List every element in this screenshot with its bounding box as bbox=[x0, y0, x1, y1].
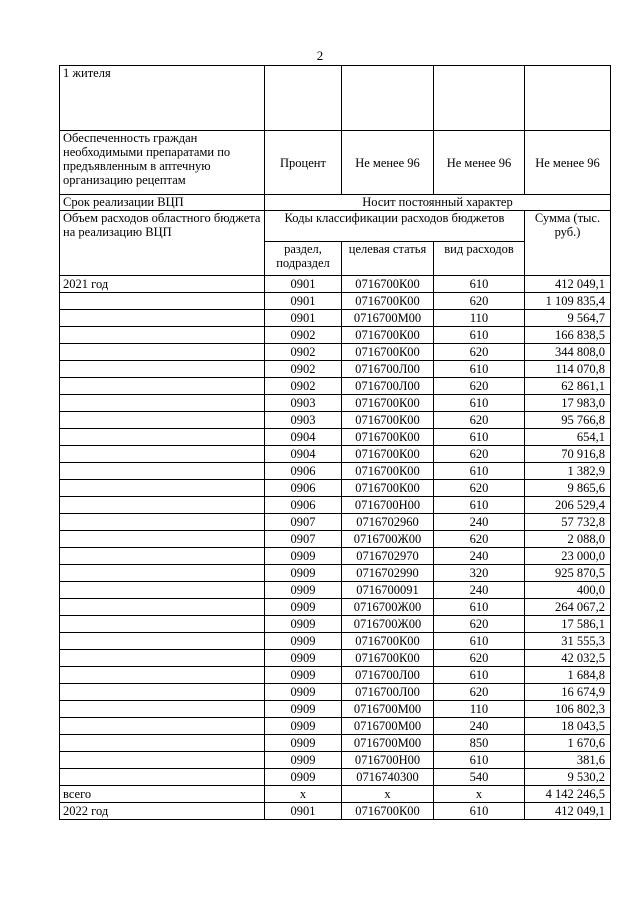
sum-cell: 344 808,0 bbox=[525, 344, 611, 361]
table-row bbox=[60, 718, 611, 735]
target-cell: 0716700М00 bbox=[342, 735, 434, 752]
expense-cell: х bbox=[434, 786, 525, 803]
empty-cell bbox=[525, 66, 611, 131]
target-cell: 0716700Л00 bbox=[342, 684, 434, 701]
target-cell: 0716700Ж00 bbox=[342, 531, 434, 548]
sum-cell: 1 109 835,4 bbox=[525, 293, 611, 310]
sum-cell: 114 070,8 bbox=[525, 361, 611, 378]
section-cell: 0903 bbox=[265, 412, 342, 429]
expense-cell: 620 bbox=[434, 650, 525, 667]
expense-cell: 610 bbox=[434, 752, 525, 769]
target-cell: х bbox=[342, 786, 434, 803]
section-cell: 0901 bbox=[265, 293, 342, 310]
section-cell: 0909 bbox=[265, 769, 342, 786]
year-cell bbox=[60, 548, 265, 565]
year-cell bbox=[60, 429, 265, 446]
expense-cell: 610 bbox=[434, 667, 525, 684]
sum-cell: 264 067,2 bbox=[525, 599, 611, 616]
indicator-unit: Процент bbox=[265, 131, 342, 195]
expense-cell: 610 bbox=[434, 463, 525, 480]
sum-cell: 412 049,1 bbox=[525, 803, 611, 820]
indicator-label: Обеспеченность граждан необходимыми препаратами по предъявленным в аптечную организацию рецептам bbox=[60, 131, 265, 195]
year-cell bbox=[60, 344, 265, 361]
section-cell: 0909 bbox=[265, 565, 342, 582]
target-cell: 0716700М00 bbox=[342, 310, 434, 327]
table-row bbox=[60, 684, 611, 701]
target-cell: 0716700К00 bbox=[342, 344, 434, 361]
population-label: 1 жителя bbox=[60, 66, 265, 131]
sum-cell: 654,1 bbox=[525, 429, 611, 446]
vcp-budget-table bbox=[59, 65, 611, 820]
table-row bbox=[60, 480, 611, 497]
section-cell: 0901 bbox=[265, 276, 342, 293]
expense-cell: 110 bbox=[434, 310, 525, 327]
expense-cell: 610 bbox=[434, 803, 525, 820]
table-row bbox=[60, 327, 611, 344]
sum-cell: 400,0 bbox=[525, 582, 611, 599]
sum-cell: 166 838,5 bbox=[525, 327, 611, 344]
target-cell: 0716700М00 bbox=[342, 718, 434, 735]
page-number: 2 bbox=[316, 48, 324, 63]
section-cell: 0909 bbox=[265, 735, 342, 752]
section-cell: 0909 bbox=[265, 752, 342, 769]
table-row bbox=[60, 344, 611, 361]
target-cell: 0716700Ж00 bbox=[342, 599, 434, 616]
sum-cell: 2 088,0 bbox=[525, 531, 611, 548]
section-cell: 0909 bbox=[265, 650, 342, 667]
expense-cell: 620 bbox=[434, 378, 525, 395]
target-cell: 0716702960 bbox=[342, 514, 434, 531]
sum-cell: 1 670,6 bbox=[525, 735, 611, 752]
term-row bbox=[60, 195, 611, 211]
expense-cell: 610 bbox=[434, 497, 525, 514]
section-cell: 0909 bbox=[265, 548, 342, 565]
sum-cell: 62 861,1 bbox=[525, 378, 611, 395]
section-cell: 0902 bbox=[265, 378, 342, 395]
expense-cell: 610 bbox=[434, 327, 525, 344]
section-cell: 0909 bbox=[265, 667, 342, 684]
expense-cell: 610 bbox=[434, 599, 525, 616]
section-cell: 0909 bbox=[265, 582, 342, 599]
sum-cell: 4 142 246,5 bbox=[525, 786, 611, 803]
target-cell: 0716700Л00 bbox=[342, 361, 434, 378]
year-cell bbox=[60, 327, 265, 344]
year-cell bbox=[60, 565, 265, 582]
target-cell: 0716700К00 bbox=[342, 412, 434, 429]
table-row bbox=[60, 735, 611, 752]
table-row bbox=[60, 548, 611, 565]
year-cell bbox=[60, 361, 265, 378]
year-cell bbox=[60, 650, 265, 667]
target-cell: 0716700К00 bbox=[342, 429, 434, 446]
codes-title: Коды классификации расходов бюджетов bbox=[265, 211, 525, 242]
sum-cell: 70 916,8 bbox=[525, 446, 611, 463]
table-row bbox=[60, 293, 611, 310]
section-cell: 0907 bbox=[265, 514, 342, 531]
expense-cell: 620 bbox=[434, 344, 525, 361]
sum-cell: 1 382,9 bbox=[525, 463, 611, 480]
col-expense: вид расходов bbox=[434, 242, 525, 276]
target-cell: 0716700М00 bbox=[342, 701, 434, 718]
section-cell: 0909 bbox=[265, 599, 342, 616]
budget-header-row-1 bbox=[60, 211, 611, 242]
year-cell bbox=[60, 446, 265, 463]
empty-cell bbox=[342, 66, 434, 131]
target-cell: 0716700Л00 bbox=[342, 378, 434, 395]
year-cell bbox=[60, 582, 265, 599]
table-row bbox=[60, 752, 611, 769]
target-cell: 0716700Ж00 bbox=[342, 616, 434, 633]
expense-cell: 610 bbox=[434, 395, 525, 412]
target-cell: 0716700Н00 bbox=[342, 752, 434, 769]
expense-cell: 620 bbox=[434, 480, 525, 497]
expense-cell: 610 bbox=[434, 276, 525, 293]
expense-cell: 240 bbox=[434, 582, 525, 599]
indicator-value-1: Не менее 96 bbox=[342, 131, 434, 195]
year-cell bbox=[60, 752, 265, 769]
target-cell: 0716700К00 bbox=[342, 480, 434, 497]
table-row bbox=[60, 446, 611, 463]
empty-cell bbox=[434, 66, 525, 131]
section-cell: 0902 bbox=[265, 361, 342, 378]
expense-cell: 620 bbox=[434, 412, 525, 429]
table-row bbox=[60, 803, 611, 820]
expense-cell: 540 bbox=[434, 769, 525, 786]
table-row bbox=[60, 650, 611, 667]
section-cell: х bbox=[265, 786, 342, 803]
section-cell: 0909 bbox=[265, 616, 342, 633]
table-row bbox=[60, 276, 611, 293]
target-cell: 0716700К00 bbox=[342, 327, 434, 344]
table-row bbox=[60, 395, 611, 412]
col-target: целевая статья bbox=[342, 242, 434, 276]
table-row bbox=[60, 378, 611, 395]
expense-cell: 110 bbox=[434, 701, 525, 718]
sum-cell: 106 802,3 bbox=[525, 701, 611, 718]
expense-cell: 620 bbox=[434, 616, 525, 633]
col-section: раздел, подраздел bbox=[265, 242, 342, 276]
year-cell bbox=[60, 480, 265, 497]
expense-cell: 620 bbox=[434, 446, 525, 463]
year-cell bbox=[60, 310, 265, 327]
year-cell bbox=[60, 412, 265, 429]
table-row bbox=[60, 667, 611, 684]
expense-cell: 240 bbox=[434, 548, 525, 565]
year-cell bbox=[60, 684, 265, 701]
year-cell bbox=[60, 616, 265, 633]
target-cell: 0716700К00 bbox=[342, 395, 434, 412]
expense-cell: 620 bbox=[434, 531, 525, 548]
section-cell: 0906 bbox=[265, 497, 342, 514]
sum-cell: 42 032,5 bbox=[525, 650, 611, 667]
expense-cell: 850 bbox=[434, 735, 525, 752]
target-cell: 0716702970 bbox=[342, 548, 434, 565]
term-label: Срок реализации ВЦП bbox=[60, 195, 265, 211]
indicator-value-3: Не менее 96 bbox=[525, 131, 611, 195]
indicator-value-2: Не менее 96 bbox=[434, 131, 525, 195]
year-cell: всего bbox=[60, 786, 265, 803]
section-cell: 0909 bbox=[265, 701, 342, 718]
population-row bbox=[60, 66, 611, 131]
section-cell: 0909 bbox=[265, 718, 342, 735]
year-cell: 2021 год bbox=[60, 276, 265, 293]
table-row bbox=[60, 429, 611, 446]
target-cell: 0716700К00 bbox=[342, 803, 434, 820]
expense-cell: 620 bbox=[434, 293, 525, 310]
expense-cell: 620 bbox=[434, 684, 525, 701]
target-cell: 0716700К00 bbox=[342, 276, 434, 293]
sum-cell: 18 043,5 bbox=[525, 718, 611, 735]
target-cell: 0716700К00 bbox=[342, 650, 434, 667]
section-cell: 0902 bbox=[265, 327, 342, 344]
sum-cell: 9 564,7 bbox=[525, 310, 611, 327]
table-row bbox=[60, 786, 611, 803]
expense-cell: 610 bbox=[434, 429, 525, 446]
year-cell bbox=[60, 735, 265, 752]
table-row bbox=[60, 463, 611, 480]
sum-cell: 9 530,2 bbox=[525, 769, 611, 786]
table-row bbox=[60, 497, 611, 514]
table-row bbox=[60, 582, 611, 599]
year-cell bbox=[60, 701, 265, 718]
empty-cell bbox=[265, 66, 342, 131]
sum-cell: 95 766,8 bbox=[525, 412, 611, 429]
table-row bbox=[60, 769, 611, 786]
section-cell: 0909 bbox=[265, 633, 342, 650]
table-row bbox=[60, 514, 611, 531]
section-cell: 0903 bbox=[265, 395, 342, 412]
term-value: Носит постоянный характер bbox=[265, 195, 611, 211]
table-row bbox=[60, 531, 611, 548]
year-cell bbox=[60, 514, 265, 531]
year-cell bbox=[60, 667, 265, 684]
target-cell: 0716700К00 bbox=[342, 463, 434, 480]
expense-cell: 240 bbox=[434, 718, 525, 735]
section-cell: 0906 bbox=[265, 480, 342, 497]
section-cell: 0902 bbox=[265, 344, 342, 361]
sum-cell: 925 870,5 bbox=[525, 565, 611, 582]
year-cell bbox=[60, 718, 265, 735]
sum-cell: 9 865,6 bbox=[525, 480, 611, 497]
year-cell bbox=[60, 497, 265, 514]
section-cell: 0907 bbox=[265, 531, 342, 548]
sum-cell: 412 049,1 bbox=[525, 276, 611, 293]
target-cell: 0716740300 bbox=[342, 769, 434, 786]
expense-cell: 320 bbox=[434, 565, 525, 582]
target-cell: 0716700К00 bbox=[342, 446, 434, 463]
sum-cell: 17 586,1 bbox=[525, 616, 611, 633]
expense-cell: 610 bbox=[434, 361, 525, 378]
sum-cell: 57 732,8 bbox=[525, 514, 611, 531]
budget-label: Объем расходов областного бюджета на реализацию ВЦП bbox=[60, 211, 265, 276]
year-cell bbox=[60, 395, 265, 412]
target-cell: 0716700091 bbox=[342, 582, 434, 599]
sum-cell: 206 529,4 bbox=[525, 497, 611, 514]
section-cell: 0906 bbox=[265, 463, 342, 480]
section-cell: 0904 bbox=[265, 429, 342, 446]
sum-cell: 31 555,3 bbox=[525, 633, 611, 650]
year-cell bbox=[60, 378, 265, 395]
year-cell: 2022 год bbox=[60, 803, 265, 820]
table-row bbox=[60, 310, 611, 327]
expense-cell: 240 bbox=[434, 514, 525, 531]
target-cell: 0716702990 bbox=[342, 565, 434, 582]
sum-cell: 17 983,0 bbox=[525, 395, 611, 412]
table-row bbox=[60, 633, 611, 650]
table-row bbox=[60, 565, 611, 582]
table-row bbox=[60, 412, 611, 429]
target-cell: 0716700Н00 bbox=[342, 497, 434, 514]
year-cell bbox=[60, 463, 265, 480]
sum-cell: 16 674,9 bbox=[525, 684, 611, 701]
section-cell: 0901 bbox=[265, 803, 342, 820]
target-cell: 0716700Л00 bbox=[342, 667, 434, 684]
table-row bbox=[60, 361, 611, 378]
table-row bbox=[60, 701, 611, 718]
sum-cell: 381,6 bbox=[525, 752, 611, 769]
year-cell bbox=[60, 633, 265, 650]
sum-title: Сумма (тыс. руб.) bbox=[525, 211, 611, 276]
target-cell: 0716700К00 bbox=[342, 633, 434, 650]
indicator-row bbox=[60, 131, 611, 195]
year-cell bbox=[60, 599, 265, 616]
year-cell bbox=[60, 293, 265, 310]
section-cell: 0909 bbox=[265, 684, 342, 701]
year-cell bbox=[60, 531, 265, 548]
year-cell bbox=[60, 769, 265, 786]
table-row bbox=[60, 616, 611, 633]
section-cell: 0904 bbox=[265, 446, 342, 463]
target-cell: 0716700К00 bbox=[342, 293, 434, 310]
expense-cell: 610 bbox=[434, 633, 525, 650]
table-row bbox=[60, 599, 611, 616]
sum-cell: 23 000,0 bbox=[525, 548, 611, 565]
sum-cell: 1 684,8 bbox=[525, 667, 611, 684]
section-cell: 0901 bbox=[265, 310, 342, 327]
